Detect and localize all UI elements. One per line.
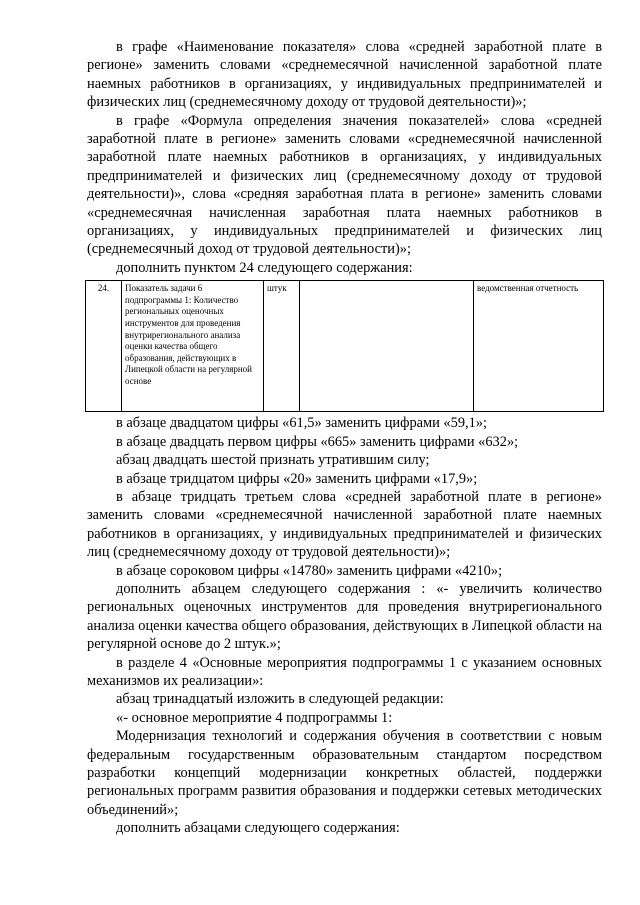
paragraph: дополнить пунктом 24 следующего содержания:: [116, 259, 413, 276]
paragraph: дополнить абзацами следующего содержания:: [116, 820, 400, 837]
cell-indicator-name: Показатель задачи 6 подпрограммы 1: Количество региональных оценочных инструментов для проведения внутрирегионального анализа оценки качества общего образования, действующих в Липецкой области на регулярной основе: [122, 281, 264, 412]
document-page: [87, 38, 602, 838]
paragraph: абзац двадцать шестой признать утратившим силу;: [116, 452, 430, 469]
paragraph: в абзаце сороковом цифры «14780» заменить цифрами «4210»;: [116, 562, 503, 579]
paragraph: «- основное мероприятие 4 подпрограммы 1:: [116, 709, 393, 726]
paragraph: абзац тринадцатый изложить в следующей редакции:: [116, 691, 444, 708]
table-row: [86, 281, 604, 412]
paragraph: в графе «Формула определения значения показателей» слова «средней заработной плате в регионе» заменить словами «среднемесячной начисленной заработной плате наемных работников в организациях, у индивидуальных предпринимателей и физических лиц (среднемесячному доходу от трудовой деятельности)», слова «средняя заработная плата в регионе» заменить словами «среднемесячная начисленная заработная плата наемных работников в организациях, у индивидуальных предпринимателей и физических лиц (среднемесячный доход от трудовой деятельности)»;: [87, 112, 602, 258]
paragraph: в абзаце тридцать третьем слова «средней заработной плате в регионе» заменить словами «среднемесячной начисленной заработной плате наемных работников в организациях, у индивидуальных предпринимателей и физических лиц (среднемесячному доходу от трудовой деятельности)»;: [87, 488, 602, 561]
paragraph: в разделе 4 «Основные мероприятия подпрограммы 1 с указанием основных механизмов их реализации»:: [87, 654, 602, 689]
paragraph: в абзаце двадцать первом цифры «665» заменить цифрами «632»;: [116, 433, 519, 450]
indicator-table: [85, 280, 604, 412]
cell-source: ведомственная отчетность: [474, 281, 604, 412]
cell-formula: [300, 281, 474, 412]
cell-number: 24.: [86, 281, 122, 412]
paragraph: в абзаце тридцатом цифры «20» заменить цифрами «17,9»;: [116, 470, 478, 487]
paragraph: Модернизация технологий и содержания обучения в соответствии с новым федеральным государственным образовательным стандартом посредством разработки концепций модернизации конкретных областей, поддержки региональных программ развития образования и поддержки сетевых методических объединений»;: [87, 728, 602, 818]
cell-unit: штук: [264, 281, 300, 412]
paragraph: в абзаце двадцатом цифры «61,5» заменить цифрами «59,1»;: [116, 415, 488, 432]
paragraph: в графе «Наименование показателя» слова «средней заработной плате в регионе» заменить словами «среднемесячной начисленной заработной плате наемных работников в организациях, у индивидуальных предпринимателей и физических лиц (среднемесячному доходу от трудовой деятельности)»;: [87, 39, 602, 111]
paragraph: дополнить абзацем следующего содержания : «- увеличить количество региональных оценочных инструментов для проведения внутрирегионального анализа оценки качества общего образования, действующих в Липецкой области на регулярной основе до 2 штук.»;: [87, 580, 602, 653]
